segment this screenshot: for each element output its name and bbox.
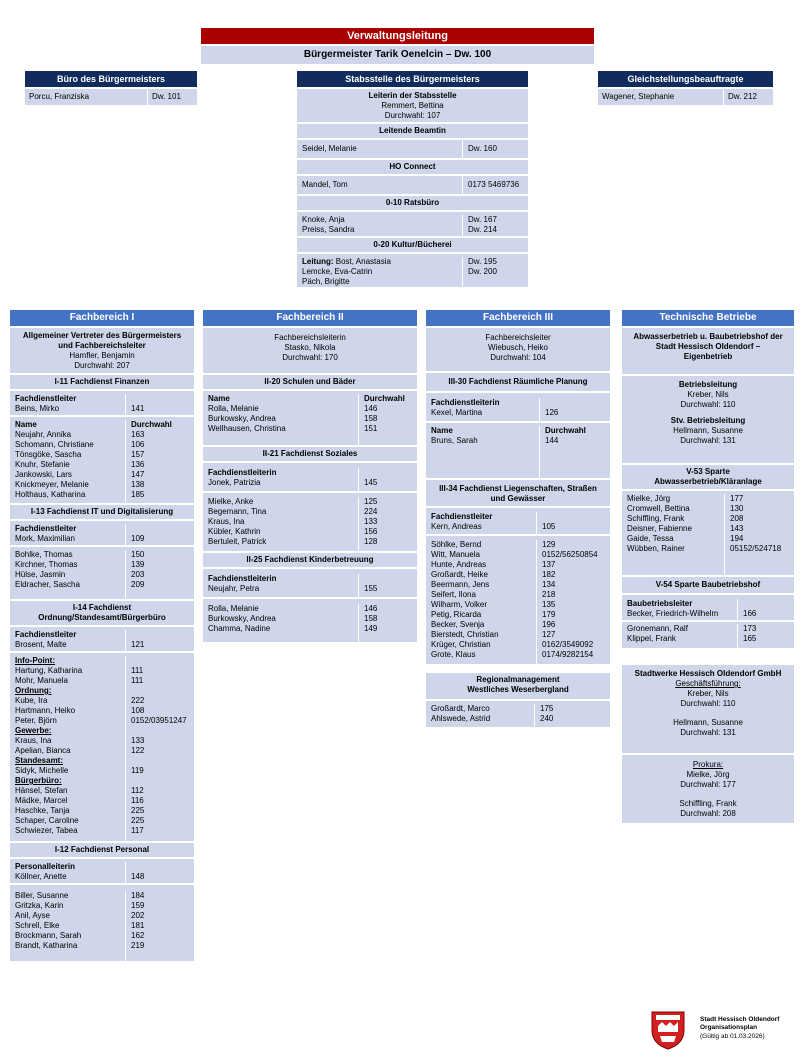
fb1-i13-leiter <box>10 519 194 545</box>
fb1-i14-ord-dws: 222 108 0152/03951247 <box>131 696 187 725</box>
tb-v54-leiter <box>622 593 794 620</box>
fb2-ii25-leiter-name: Neujahr, Petra <box>208 584 260 593</box>
fb2-ii21-leiter <box>203 461 417 491</box>
fb1-i13-leiter-dw: 109 <box>125 524 194 545</box>
gleich-row <box>598 89 773 105</box>
tb-stv-dw: Durchwahl: 131 <box>680 436 736 445</box>
fb3-iii34-leiter-name: Kern, Andreas <box>431 522 482 531</box>
mayor-name: Bürgermeister Tarik Oenelcin – Dw. 100 <box>201 46 594 64</box>
fb1-i14-gew-label: Gewerbe: <box>15 726 52 735</box>
fb2-ii25-leiter-label: Fachdienstleiterin <box>208 574 277 583</box>
fb3-panel <box>426 328 610 664</box>
buero-title: Büro des Bürgermeisters <box>25 71 197 87</box>
fb1-i14-std-label: Standesamt: <box>15 756 64 765</box>
stab-rats-name1: Knoke, Anja <box>302 215 345 224</box>
fb2-ii25-title: II-25 Fachdienst Kinderbetreuung <box>203 551 417 567</box>
sw-prok-box <box>622 753 794 823</box>
stab-kultur-title: 0-20 Kultur/Bücherei <box>297 236 528 252</box>
fb1-i14-title2: Ordnung/Standesamt/Bürgerbüro <box>38 613 166 622</box>
fb3-iii34-names: Söhlke, Bernd Witt, Manuela Hunte, Andreas Großardt, Heike Beermann, Jens Seifert, Ilona Wilharm, Volker Petig, Ricarda Becker, Svenja Bierstedt, Christian Krüger, Christian Grote, Klaus <box>431 540 499 659</box>
sw-gf-label: Geschäftsführung: <box>675 679 741 688</box>
tb-v53-dws: 177 130 208 143 194 05152/524718 <box>724 494 794 575</box>
fb1-i12-dws: 184 159 202 181 162 219 <box>125 891 194 961</box>
fb2-ii21-names: Mielke, Anke Begemann, Tina Kraus, Ina Kübler, Kathrin Bertuleit, Patrick <box>208 497 267 546</box>
sw-prok1-dw: Durchwahl: 177 <box>680 780 736 789</box>
fb3-iii30-list <box>426 421 610 478</box>
tb-bl-name: Kreber, Nils <box>687 390 729 399</box>
fb3-iii34-leiter <box>426 506 610 534</box>
fb2-ii21-title: II-21 Fachdienst Soziales <box>203 445 417 461</box>
tb-v53-list <box>622 489 794 575</box>
fb1-lead-box <box>10 328 194 373</box>
buero-row <box>25 89 197 105</box>
fb2-ii20-list <box>203 389 417 445</box>
fb3-lead1: Fachbereichsleiter <box>485 333 551 342</box>
fb2-ii21-leiter-name: Jonek, Patrizia <box>208 478 261 487</box>
reg-panel <box>426 673 610 727</box>
stab-rats-name2: Preiss, Sandra <box>302 225 355 234</box>
fb1-lead-name: Hamfler, Benjamin <box>69 351 135 360</box>
fb1-i13-names: Bohlke, Thomas Kirchner, Thomas Hülse, Jasmin Eldracher, Sascha <box>15 550 80 589</box>
fb3-iii34-title <box>426 478 610 506</box>
fb1-i14-bb-names: Hänsel, Stefan Mädke, Marcel Haschke, Tanja Schaper, Caroline Schwiezer, Tabea <box>15 786 79 835</box>
fb2-ii20-title: II-20 Schulen und Bäder <box>203 373 417 389</box>
tb-abw-title1: Abwasserbetrieb u. Baubetriebshof der <box>633 332 783 341</box>
fb3-lead-name: Wiebusch, Heiko <box>487 343 549 352</box>
stab-rats-dw1: Dw. 167 <box>468 215 497 224</box>
fb2-ii21-leiter-label: Fachdienstleiterin <box>208 468 277 477</box>
tb-v54-leiter-dw: 166 <box>737 599 794 620</box>
stab-rats-dw2: Dw. 214 <box>468 225 497 234</box>
stab-kultur-name3: Päch, Brigitte <box>302 277 350 286</box>
stab-ho-title: HO Connect <box>297 158 528 174</box>
fb1-i14-leiter-label: Fachdienstleiter <box>15 630 77 639</box>
stab-kultur-lead-label: Leitung: <box>302 257 334 266</box>
fb1-i14-list <box>10 651 194 841</box>
fb3-lead-dw: Durchwahl: 104 <box>490 353 546 362</box>
fb1-i13-dws: 150 139 203 209 <box>125 550 194 599</box>
fb1-i14-gew-names: Kraus, Ina Apelian, Bianca <box>15 736 71 755</box>
fb1-i13-title: I-13 Fachdienst IT und Digitalisierung <box>10 503 194 519</box>
fb3-iii30-col-dw: Durchwahl <box>545 426 586 435</box>
tb-title: Technische Betriebe <box>622 310 794 326</box>
fb3-iii30-title: III-30 Fachdienst Räumliche Planung <box>426 371 610 391</box>
fb3-iii34-title1: III-34 Fachdienst Liegenschaften, Straßen <box>439 484 597 493</box>
gleich-dw: Dw. 212 <box>723 89 773 105</box>
fb2-lead1: Fachbereichsleiterin <box>274 333 346 342</box>
stab-ho-dw: 0173 5469736 <box>462 176 528 194</box>
coat-of-arms-icon <box>650 1010 686 1050</box>
fb1-i11-col-dw: Durchwahl <box>131 420 172 429</box>
stab-title: Stabsstelle des Bürgermeisters <box>297 71 528 87</box>
fb2-ii20-names: Rolla, Melanie Burkowsky, Andrea Wellhausen, Christina <box>208 404 286 433</box>
tb-abw-title3: Eigenbetrieb <box>683 352 733 361</box>
tb-panel <box>622 328 794 648</box>
fb2-ii21-leiter-dw: 145 <box>358 468 417 491</box>
footer-doc: Organisationsplan <box>700 1024 758 1032</box>
stab-rats-row <box>297 210 528 236</box>
stab-beamtin-name: Seidel, Melanie <box>302 144 357 153</box>
fb2-panel <box>203 328 417 648</box>
header-title: Verwaltungsleitung <box>201 28 594 44</box>
tb-abw-title2: Stadt Hessisch Oldendorf – <box>655 342 761 351</box>
fb1-i13-leiter-label: Fachdienstleiter <box>15 524 77 533</box>
fb1-i12-title: I-12 Fachdienst Personal <box>10 841 194 857</box>
fb3-iii34-dws: 129 0152/56250854 137 182 134 218 135 179 196 127 0162/3549092 0174/9282154 <box>536 540 610 664</box>
fb3-iii30-col-name: Name <box>431 426 453 435</box>
fb2-ii25-leiter-dw: 155 <box>358 574 417 597</box>
footer-text <box>700 1016 796 1041</box>
fb1-i12-list <box>10 883 194 961</box>
sw-panel <box>622 665 794 825</box>
stab-leiterin-dw: Durchwahl: 107 <box>384 111 441 120</box>
fb1-i14-gew-dws: 133 122 <box>131 736 145 755</box>
tb-abw-title <box>622 328 794 374</box>
fb1-i12-leiter-name: Köllner, Anette <box>15 872 67 881</box>
fb1-i14-title1: I-14 Fachdienst <box>72 603 132 612</box>
stab-beamtin-dw: Dw. 160 <box>462 140 528 158</box>
fb3-iii30-dws: 144 <box>545 436 559 445</box>
fb3-title: Fachbereich III <box>426 310 610 326</box>
fb1-i11-dws: 163 106 157 136 147 138 185 <box>131 430 145 499</box>
fb1-i14-std-names: Sidyk, Michelle <box>15 766 69 775</box>
fb1-i14-leiter-name: Brosent, Malte <box>15 640 67 649</box>
fb1-i14-info-dws: 111 111 <box>131 666 144 685</box>
fb1-i14-info-names: Hartung, Katharina Mohr, Manuela <box>15 666 83 685</box>
sw-title: Stadtwerke Hessisch Oldendorf GmbH <box>634 669 782 678</box>
fb1-i12-leiter-dw: 148 <box>125 862 194 883</box>
stab-rats-title: 0-10 Ratsbüro <box>297 194 528 210</box>
fb2-ii25-leiter <box>203 567 417 597</box>
fb1-i14-ord-names: Kube, Ira Hartmann, Heiko Peter, Björn <box>15 696 76 725</box>
fb3-iii34-list <box>426 534 610 664</box>
stab-beamtin-row <box>297 138 528 158</box>
fb1-i12-leiter-label: Personalleiterin <box>15 862 76 871</box>
fb1-i13-leiter-name: Mork, Maximilian <box>15 534 76 543</box>
fb3-iii30-leiter-name: Kexel, Martina <box>431 408 483 417</box>
tb-v54-leiter-label: Baubetriebsleiter <box>627 599 693 608</box>
fb1-lead1: Allgemeiner Vertreter des Bürgermeisters <box>22 331 182 340</box>
fb3-iii30-leiter <box>426 391 610 421</box>
tb-bl-label: Betriebsleitung <box>678 380 738 389</box>
stab-kultur-row <box>297 252 528 287</box>
gleich-title: Gleichstellungsbeauftragte <box>598 71 773 87</box>
tb-v54-title: V-54 Sparte Baubetriebshof <box>622 575 794 593</box>
fb2-lead-name: Stasko, Nikola <box>284 343 336 352</box>
tb-v54-dws: 173 165 <box>737 624 794 648</box>
reg-list <box>426 699 610 727</box>
fb2-title: Fachbereich II <box>203 310 417 326</box>
tb-v53-title1: V-53 Sparte <box>686 467 730 476</box>
fb1-i11-list <box>10 415 194 503</box>
reg-title2: Westliches Weserbergland <box>467 685 569 694</box>
fb1-i14-ord-label: Ordnung: <box>15 686 52 695</box>
tb-v53-title2: Abwasserbetrieb/Kläranlage <box>654 477 762 486</box>
fb2-ii25-names: Rolla, Melanie Burkowsky, Andrea Chamma, Nadine <box>208 604 276 633</box>
tb-stv-name: Hellmann, Susanne <box>673 426 743 435</box>
fb2-lead-dw: Durchwahl: 170 <box>282 353 338 362</box>
fb1-i14-info-label: Info-Point: <box>15 656 55 665</box>
tb-v53-title <box>622 463 794 489</box>
footer-valid: (Gültig ab 01.03.2026) <box>700 1032 765 1040</box>
fb1-i11-leiter-name: Beins, Mirko <box>15 404 60 413</box>
buero-name: Porcu, Franziska <box>29 92 90 101</box>
fb3-iii34-title2: und Gewässer <box>490 494 546 503</box>
stab-kultur-dw2: Dw. 200 <box>468 267 497 276</box>
fb2-ii21-list <box>203 491 417 551</box>
footer-org: Stadt Hessisch Oldendorf <box>700 1016 780 1023</box>
tb-v53-names: Mielke, Jörg Cromwell, Bettina Schiffling, Frank Deisner, Fabienne Gaide, Tessa Wübben, Rainer <box>627 494 692 553</box>
sw-prok1-name: Mielke, Jörg <box>686 770 730 779</box>
fb1-i11-title: I-11 Fachdienst Finanzen <box>10 373 194 389</box>
buero-dw: Dw. 101 <box>147 89 197 105</box>
fb1-i11-col-name: Name <box>15 420 37 429</box>
stab-leiterin-name: Remmert, Bettina <box>381 101 444 110</box>
stab-ho-row <box>297 174 528 194</box>
fb1-i14-bb-label: Bürgerbüro: <box>15 776 62 785</box>
fb1-i12-names: Biller, Susanne Gritzka, Karin Anil, Ayse Schrell, Elke Brockmann, Sarah Brandt, Katharina <box>15 891 82 950</box>
tb-v54-list <box>622 622 794 648</box>
fb1-lead-dw: Durchwahl: 207 <box>74 361 130 370</box>
sw-gf1-name: Kreber, Nils <box>687 689 729 698</box>
fb2-lead-box <box>203 328 417 373</box>
reg-title <box>426 673 610 699</box>
reg-names: Großardt, Marco Ahlswede, Astrid <box>431 704 491 723</box>
tb-bl-box <box>622 374 794 463</box>
stab-leiterin-box <box>297 89 528 122</box>
fb3-iii34-leiter-dw: 105 <box>536 512 610 534</box>
fb1-i11-leiter-dw: 141 <box>125 394 194 415</box>
sw-prok-label: Prokura: <box>692 760 724 769</box>
fb1-i13-list <box>10 545 194 599</box>
fb1-title: Fachbereich I <box>10 310 194 326</box>
sw-gf2-name: Hellmann, Susanne <box>673 718 743 727</box>
stab-kultur-dw1: Dw. 195 <box>468 257 497 266</box>
tb-v54-names: Gronemann, Ralf Klippel, Frank <box>627 624 688 643</box>
fb2-ii25-list <box>203 597 417 642</box>
sw-prok2-dw: Durchwahl: 208 <box>680 809 736 818</box>
fb3-lead-box <box>426 328 610 371</box>
tb-bl-dw: Durchwahl: 110 <box>680 400 736 409</box>
fb1-i14-title <box>10 599 194 625</box>
fb1-i14-std-dws: 119 <box>131 766 144 775</box>
fb3-iii30-names: Bruns, Sarah <box>431 436 478 445</box>
fb1-i11-leiter-label: Fachdienstleiter <box>15 394 77 403</box>
fb1-i12-leiter <box>10 857 194 883</box>
fb3-iii30-leiter-dw: 126 <box>539 398 610 421</box>
stab-kultur-name2: Lemcke, Eva-Catrin <box>302 267 373 276</box>
fb1-panel <box>10 328 194 973</box>
fb1-i14-leiter-dw: 121 <box>125 630 194 651</box>
sw-gf2-dw: Durchwahl: 131 <box>680 728 736 737</box>
reg-title1: Regionalmanagement <box>476 675 560 684</box>
sw-prok2-name: Schiffling, Frank <box>679 799 737 808</box>
fb2-ii21-dws: 125 224 133 156 128 <box>358 497 417 551</box>
fb1-i14-bb-dws: 112 116 225 225 117 <box>131 786 145 835</box>
reg-dws: 175 240 <box>534 704 610 727</box>
fb2-ii25-dws: 146 158 149 <box>358 604 417 642</box>
fb1-i11-leiter <box>10 389 194 415</box>
fb3-iii34-leiter-label: Fachdienstleiter <box>431 512 493 521</box>
fb2-ii20-col-dw: Durchwahl <box>364 394 405 403</box>
gleich-name: Wagener, Stephanie <box>602 92 675 101</box>
stab-ho-name: Mandel, Tom <box>302 180 348 189</box>
stab-beamtin-title: Leitende Beamtin <box>297 122 528 138</box>
fb1-i11-names: Neujahr, Annika Schomann, Christiane Tönsgöke, Sascha Knuhr, Stefanie Jankowski, Lars Knickmeyer, Melanie Holthaus, Katharina <box>15 430 94 499</box>
stab-leiterin-title: Leiterin der Stabsstelle <box>368 91 457 100</box>
stab-kultur-name1: Bost, Anastasia <box>333 257 391 266</box>
tb-stv-label: Stv. Betriebsleitung <box>670 416 746 425</box>
fb1-lead2: und Fachbereichsleiter <box>58 341 146 350</box>
fb3-iii30-leiter-label: Fachdienstleiterin <box>431 398 500 407</box>
sw-gf-box <box>622 665 794 753</box>
fb2-ii20-dws: 146 158 151 <box>364 404 378 433</box>
fb2-ii20-col-name: Name <box>208 394 230 403</box>
fb1-i14-leiter <box>10 625 194 651</box>
sw-gf1-dw: Durchwahl: 110 <box>680 699 736 708</box>
tb-v54-leiter-name: Becker, Friedrich-Wilhelm <box>627 609 719 618</box>
stab-panel <box>297 89 528 285</box>
